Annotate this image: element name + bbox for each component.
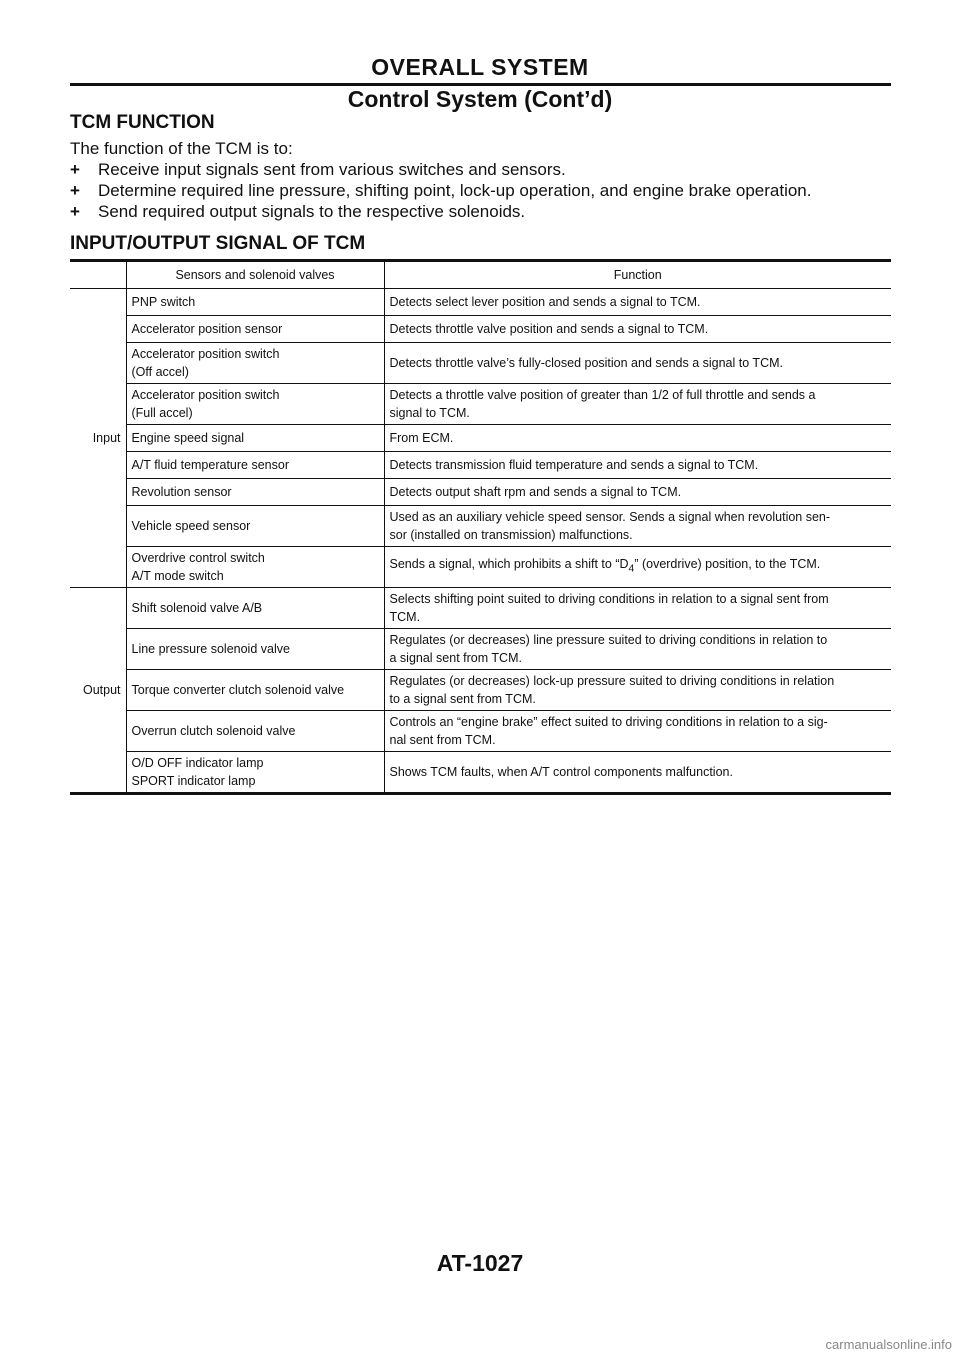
function-cell: Selects shifting point suited to driving conditions in relation to a signal sent from TCM. (384, 588, 891, 629)
function-cell: Detects throttle valve’s fully-closed position and sends a signal to TCM. (384, 343, 891, 384)
io-signal-heading: INPUT/OUTPUT SIGNAL OF TCM (70, 233, 366, 254)
table-row (70, 629, 891, 670)
table-row (70, 452, 891, 479)
function-cell: Detects transmission fluid temperature and sends a signal to TCM. (384, 452, 891, 479)
function-cell: Detects output shaft rpm and sends a signal to TCM. (384, 479, 891, 506)
tcm-function-intro: The function of the TCM is to: (70, 139, 293, 158)
list-item-text: Determine required line pressure, shifting point, lock-up operation, and engine brake operation. (98, 181, 812, 200)
column-header (70, 261, 126, 289)
tcm-function-heading: TCM FUNCTION (70, 112, 215, 133)
sensor-cell: Accelerator position switch (Full accel) (126, 384, 384, 425)
section-subtitle: Control System (Cont’d) (347, 86, 613, 112)
column-header: Sensors and solenoid valves (126, 261, 384, 289)
function-cell: Detects throttle valve position and sends a signal to TCM. (384, 316, 891, 343)
sensor-cell: O/D OFF indicator lamp SPORT indicator lamp (126, 752, 384, 794)
table-row (70, 670, 891, 711)
function-text: ” (overdrive) position, to the TCM. (634, 557, 821, 572)
table-row (70, 588, 891, 629)
function-cell: Regulates (or decreases) lock-up pressure suited to driving conditions in relation to a signal sent from TCM. (384, 670, 891, 711)
function-cell: Detects a throttle valve position of greater than 1/2 of full throttle and sends a signal to TCM. (384, 384, 891, 425)
sensor-cell: Revolution sensor (126, 479, 384, 506)
function-cell: Used as an auxiliary vehicle speed sensor. Sends a signal when revolution sen- sor (installed on transmission) malfunctions. (384, 506, 891, 547)
page-number: AT-1027 (436, 1250, 524, 1276)
io-signal-table (70, 259, 891, 795)
sensor-cell: Line pressure solenoid valve (126, 629, 384, 670)
table-row (70, 289, 891, 316)
function-cell: Controls an “engine brake” effect suited to driving conditions in relation to a sig- nal sent from TCM. (384, 711, 891, 752)
list-item (70, 201, 812, 222)
function-cell: Shows TCM faults, when A/T control components malfunction. (389, 765, 733, 779)
list-item (70, 159, 812, 180)
sensor-cell: Accelerator position switch (Off accel) (126, 343, 384, 384)
table-header-row (70, 261, 891, 289)
site-watermark: carmanualsonline.info (825, 1337, 952, 1352)
bullet-mark: + (70, 160, 80, 179)
list-item (70, 180, 812, 201)
sensor-cell: Overdrive control switch A/T mode switch (126, 547, 384, 588)
tcm-function-list (70, 159, 812, 222)
function-cell (384, 547, 891, 588)
table-row (70, 479, 891, 506)
table-row (70, 547, 891, 588)
output-group-label: Output (70, 588, 126, 794)
sensor-cell: A/T fluid temperature sensor (126, 452, 384, 479)
table-row (70, 343, 891, 384)
table-row (70, 316, 891, 343)
function-cell: Detects select lever position and sends a signal to TCM. (384, 289, 891, 316)
sensor-cell: PNP switch (126, 289, 384, 316)
sensor-cell: Torque converter clutch solenoid valve (126, 670, 384, 711)
bullet-mark: + (70, 202, 80, 221)
table-row (70, 384, 891, 425)
table-row (70, 425, 891, 452)
bullet-mark: + (70, 181, 80, 200)
list-item-text: Send required output signals to the respective solenoids. (98, 202, 526, 221)
column-header: Function (384, 261, 891, 289)
table-row (70, 711, 891, 752)
sensor-cell: Accelerator position sensor (126, 316, 384, 343)
sensor-cell: Engine speed signal (126, 425, 384, 452)
sensor-cell: Overrun clutch solenoid valve (126, 711, 384, 752)
function-cell: From ECM. (384, 425, 891, 452)
list-item-text: Receive input signals sent from various switches and sensors. (98, 160, 566, 179)
section-title: OVERALL SYSTEM (371, 54, 589, 80)
input-group-label: Input (70, 289, 126, 588)
sensor-cell: Vehicle speed sensor (126, 506, 384, 547)
function-cell: Regulates (or decreases) line pressure suited to driving conditions in relation to a signal sent from TCM. (384, 629, 891, 670)
gear-subscript: 4 (628, 563, 635, 575)
sensor-cell: Shift solenoid valve A/B (126, 588, 384, 629)
function-text: Sends a signal, which prohibits a shift to “D (389, 557, 629, 572)
table-row (70, 506, 891, 547)
table-row (70, 752, 891, 794)
